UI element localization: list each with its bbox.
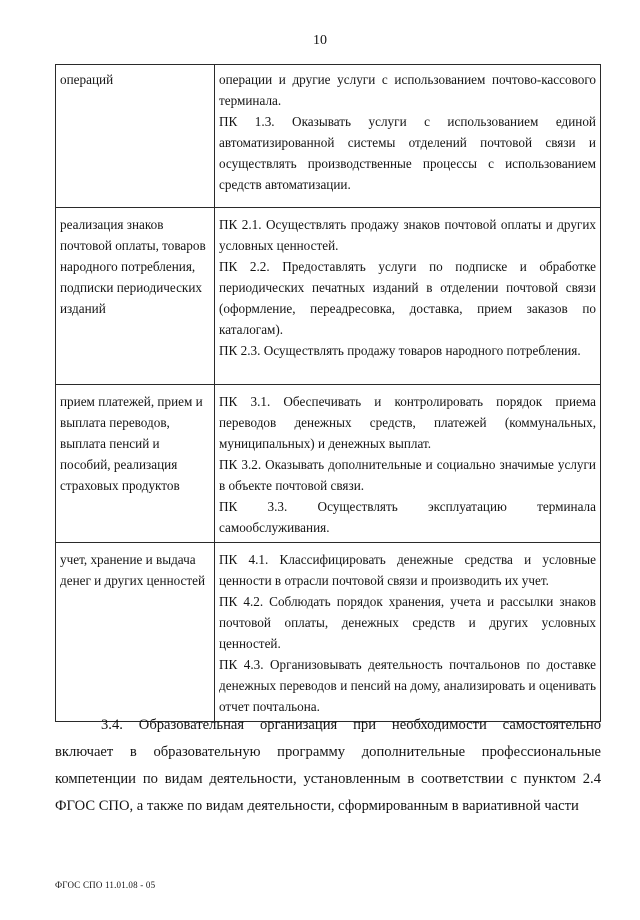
competency-text: ПК 2.3. Осуществлять продажу товаров народного потребления. [219,343,581,358]
competency-text: ПК 4.3. Организовывать деятельность почтальонов по доставке денежных переводов и пенсий на дому, анализировать и оценивать отчет почтальона. [219,657,596,714]
activity-cell: реализация знаков почтовой оплаты, товаров народного потребления, подписки периодических изданий [56,208,215,385]
competency-text: операции и другие услуги с использованием почтово-кассового терминала. [219,72,596,108]
competencies-cell [215,385,601,543]
competency-text: ПК 3.1. Обеспечивать и контролировать порядок приема переводов денежных средств, платежей (коммунальных, муниципальных) и денежных выплат. [219,394,596,451]
competency-text: ПК 2.2. Предоставлять услуги по подписке и обработке периодических печатных изданий в отделении почтовой связи (оформление, переадресовка, доставка, прием заказов по каталогам). [219,259,596,337]
table-row [56,208,601,385]
competencies-table [55,64,601,722]
table-row [56,543,601,722]
competency-text: ПК 2.1. Осуществлять продажу знаков почтовой оплаты и других условных ценностей. [219,217,596,253]
competency-text: ПК 4.1. Классифицировать денежные средства и условные ценности в отрасли почтовой связи и производить их учет. [219,552,596,588]
competency-text: ПК 1.3. Оказывать услуги с использованием единой автоматизированной системы отделений почтовой связи и осуществлять производственные процессы с использованием средств автоматизации. [219,114,596,192]
table-row [56,65,601,208]
competencies-cell [215,65,601,208]
competencies-cell [215,208,601,385]
competency-text: ПК 3.2. Оказывать дополнительные и социально значимые услуги в объекте почтовой связи. [219,457,596,493]
document-footer: ФГОС СПО 11.01.08 - 05 [55,880,156,890]
competencies-cell [215,543,601,722]
section-paragraph: 3.4. Образовательная организация при необходимости самостоятельно включает в образовательную программу дополнительные профессиональные компетенции по видам деятельности, установленным в соответствии с пунктом 2.4 ФГОС СПО, а также по видам деятельности, сформированным в вариативной части [55,717,601,814]
competency-text: ПК 3.3. Осуществлять эксплуатацию терминала самообслуживания. [219,499,596,535]
table-row [56,385,601,543]
activity-cell: операций [56,65,215,208]
page-number: 10 [313,33,327,48]
activity-cell: учет, хранение и выдача денег и других ценностей [56,543,215,722]
competency-text: ПК 4.2. Соблюдать порядок хранения, учета и рассылки знаков почтовой оплаты, денежных средств и других условных ценностей. [219,594,596,651]
activity-cell: прием платежей, прием и выплата переводов, выплата пенсий и пособий, реализация страховых продуктов [56,385,215,543]
